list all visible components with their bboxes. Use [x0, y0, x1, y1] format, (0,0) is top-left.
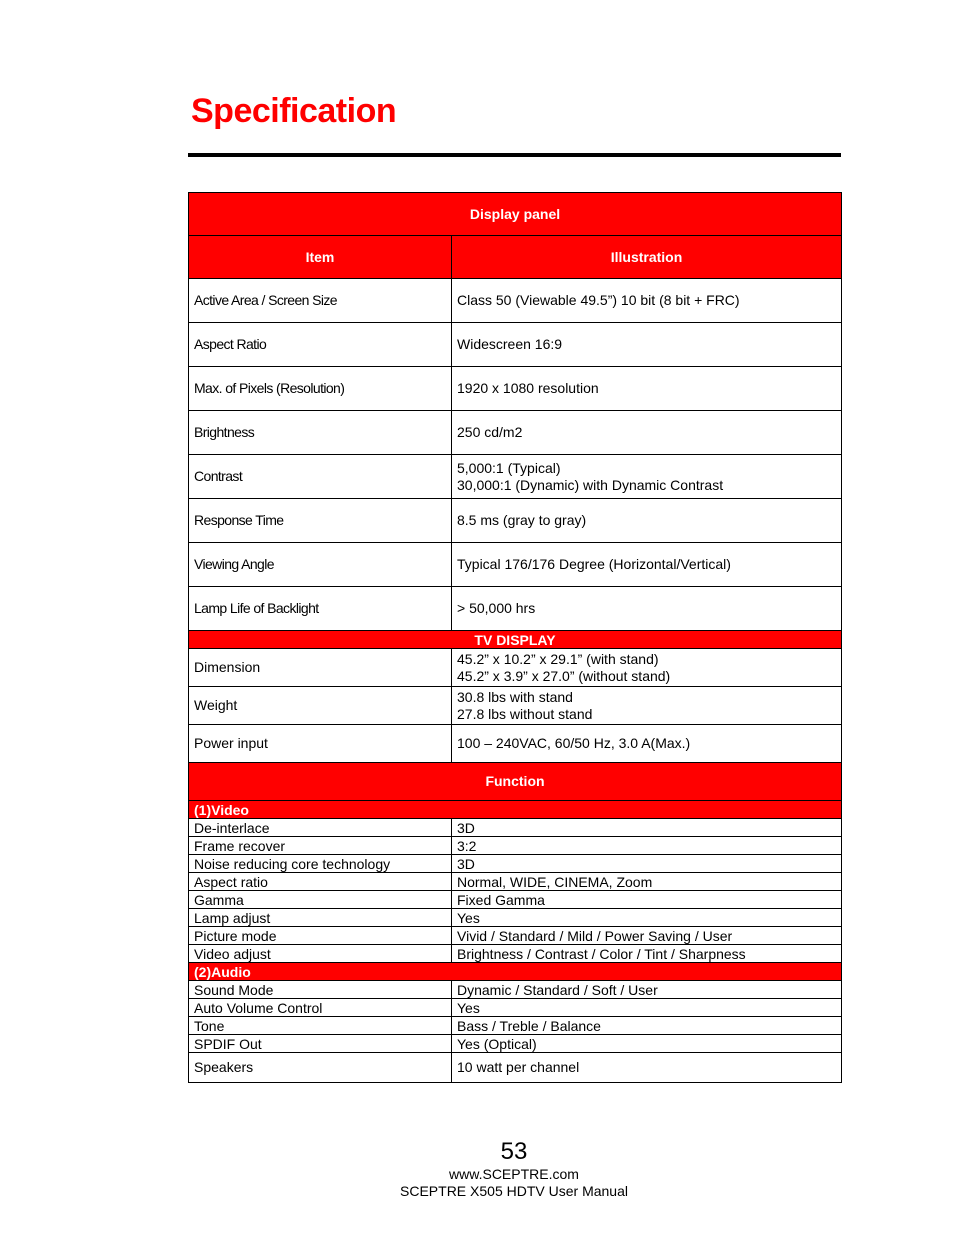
spec-value: 250 cd/m2 — [452, 411, 842, 455]
spec-item: Viewing Angle — [189, 543, 452, 587]
spec-value: Widescreen 16:9 — [452, 323, 842, 367]
audio-header-row — [189, 963, 842, 981]
tv-display-header: TV DISPLAY — [189, 631, 842, 649]
spec-value: Class 50 (Viewable 49.5”) 10 bit (8 bit + FRC) — [452, 279, 842, 323]
spec-item: Power input — [189, 725, 452, 763]
table-row — [189, 981, 842, 999]
spec-value: 10 watt per channel — [452, 1053, 842, 1083]
spec-value: Yes — [452, 999, 842, 1017]
spec-item: Lamp adjust — [189, 909, 452, 927]
video-header-row — [189, 801, 842, 819]
spec-item: Lamp Life of Backlight — [189, 587, 452, 631]
spec-item: Noise reducing core technology — [189, 855, 452, 873]
spec-value: 8.5 ms (gray to gray) — [452, 499, 842, 543]
table-row — [189, 891, 842, 909]
spec-item: Contrast — [189, 455, 452, 499]
spec-item: Video adjust — [189, 945, 452, 963]
page-title: Specification — [191, 92, 397, 130]
table-row — [189, 367, 842, 411]
spec-item: Aspect Ratio — [189, 323, 452, 367]
spec-item: Aspect ratio — [189, 873, 452, 891]
table-row — [189, 323, 842, 367]
spec-item: Sound Mode — [189, 981, 452, 999]
spec-value-line: 45.2” x 10.2” x 29.1” (with stand) — [457, 650, 659, 667]
spec-value: Bass / Treble / Balance — [452, 1017, 842, 1035]
table-row — [189, 999, 842, 1017]
table-row — [189, 725, 842, 763]
spec-value: Fixed Gamma — [452, 891, 842, 909]
spec-item: Speakers — [189, 1053, 452, 1083]
table-row — [189, 543, 842, 587]
spec-item: Tone — [189, 1017, 452, 1035]
spec-value — [452, 455, 842, 499]
spec-item: Frame recover — [189, 837, 452, 855]
table-row — [189, 411, 842, 455]
tv-display-header-row — [189, 631, 842, 649]
table-row — [189, 855, 842, 873]
spec-value-line: 30,000:1 (Dynamic) with Dynamic Contrast — [457, 476, 724, 493]
spec-value: 1920 x 1080 resolution — [452, 367, 842, 411]
spec-value: Normal, WIDE, CINEMA, Zoom — [452, 873, 842, 891]
table-row — [189, 1017, 842, 1035]
column-header-illustration: Illustration — [452, 236, 842, 279]
spec-item: Auto Volume Control — [189, 999, 452, 1017]
spec-item: Gamma — [189, 891, 452, 909]
function-header-row — [189, 763, 842, 801]
table-row — [189, 499, 842, 543]
table-row — [189, 1035, 842, 1053]
spec-value-line: 30.8 lbs with stand — [457, 688, 573, 705]
table-row — [189, 873, 842, 891]
spec-value: Brightness / Contrast / Color / Tint / Sharpness — [452, 945, 842, 963]
footer-website: www.SCEPTRE.com — [449, 1166, 579, 1182]
table-row — [189, 649, 842, 687]
display-panel-header-row — [189, 193, 842, 236]
spec-item: Brightness — [189, 411, 452, 455]
spec-item: SPDIF Out — [189, 1035, 452, 1053]
spec-value — [452, 687, 842, 725]
table-row — [189, 587, 842, 631]
video-section-header: (1)Video — [189, 801, 842, 819]
spec-value: Vivid / Standard / Mild / Power Saving / User — [452, 927, 842, 945]
spec-value: 3D — [452, 855, 842, 873]
spec-item: Weight — [189, 687, 452, 725]
spec-value-line: 5,000:1 (Typical) — [457, 459, 561, 476]
table-row — [189, 909, 842, 927]
spec-value: Yes (Optical) — [452, 1035, 842, 1053]
spec-value: 3:2 — [452, 837, 842, 855]
column-header-item: Item — [189, 236, 452, 279]
spec-value: Yes — [452, 909, 842, 927]
specification-table — [188, 192, 842, 1083]
table-row — [189, 819, 842, 837]
spec-value: > 50,000 hrs — [452, 587, 842, 631]
table-row — [189, 687, 842, 725]
spec-value: 3D — [452, 819, 842, 837]
table-row — [189, 1053, 842, 1083]
column-header-row — [189, 236, 842, 279]
footer-manual-title: SCEPTRE X505 HDTV User Manual — [400, 1183, 628, 1199]
audio-section-header: (2)Audio — [189, 963, 842, 981]
spec-item: Active Area / Screen Size — [189, 279, 452, 323]
spec-value: 100 – 240VAC, 60/50 Hz, 3.0 A(Max.) — [452, 725, 842, 763]
display-panel-header: Display panel — [189, 193, 842, 236]
table-row — [189, 455, 842, 499]
page-footer — [0, 1138, 954, 1200]
table-row — [189, 279, 842, 323]
spec-item: Max. of Pixels (Resolution) — [189, 367, 452, 411]
spec-value-line: 27.8 lbs without stand — [457, 705, 593, 722]
table-row — [189, 927, 842, 945]
function-header: Function — [189, 763, 842, 801]
spec-item: Picture mode — [189, 927, 452, 945]
spec-value — [452, 649, 842, 687]
spec-item: Dimension — [189, 649, 452, 687]
title-divider — [188, 153, 841, 157]
table-row — [189, 945, 842, 963]
spec-value: Dynamic / Standard / Soft / User — [452, 981, 842, 999]
page-number: 53 — [500, 1138, 528, 1165]
spec-value-line: 45.2” x 3.9” x 27.0” (without stand) — [457, 667, 671, 684]
spec-item: Response Time — [189, 499, 452, 543]
spec-item: De-interlace — [189, 819, 452, 837]
spec-value: Typical 176/176 Degree (Horizontal/Vertical) — [452, 543, 842, 587]
table-row — [189, 837, 842, 855]
